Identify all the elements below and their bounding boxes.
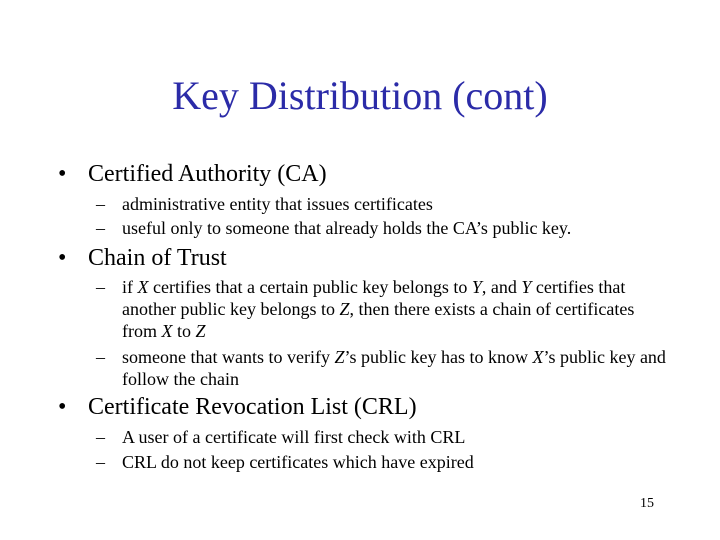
sub-item [96,193,676,215]
bullet-glyph: • [58,245,67,271]
sub-item-text: if X certifies that a certain public key belongs to Y, and Y certifies that another public key belongs to Z, then there exists a chain of certificates from X to Z [122,277,635,341]
bullet-heading: Certificate Revocation List (CRL) [88,394,417,420]
bullet-heading: Chain of Trust [88,245,227,271]
dash-glyph: – [96,427,105,447]
slide-title: Key Distribution (cont) [172,73,548,118]
sub-item [96,426,676,448]
bullet-glyph: • [58,161,67,187]
bullet-certified-authority [58,160,327,188]
dash-glyph: – [96,218,105,238]
sub-item-text: administrative entity that issues certificates [122,194,433,214]
bullet-heading: Certified Authority (CA) [88,161,327,187]
sub-item [96,346,676,390]
dash-glyph: – [96,194,105,214]
page-number: 15 [640,496,654,511]
sub-item-text: CRL do not keep certificates which have expired [122,452,474,472]
bullet-crl [58,393,417,421]
dash-glyph: – [96,277,105,297]
sub-item-text: A user of a certificate will first check with CRL [122,427,466,447]
sub-item [96,217,676,239]
sub-item [96,451,676,473]
sub-item-text: someone that wants to verify Z’s public key has to know X’s public key and follow the chain [122,347,666,389]
bullet-chain-of-trust [58,244,227,272]
sub-item-text: useful only to someone that already holds the CA’s public key. [122,218,572,238]
bullet-glyph: • [58,394,67,420]
dash-glyph: – [96,452,105,472]
sub-item [96,276,676,342]
dash-glyph: – [96,347,105,367]
